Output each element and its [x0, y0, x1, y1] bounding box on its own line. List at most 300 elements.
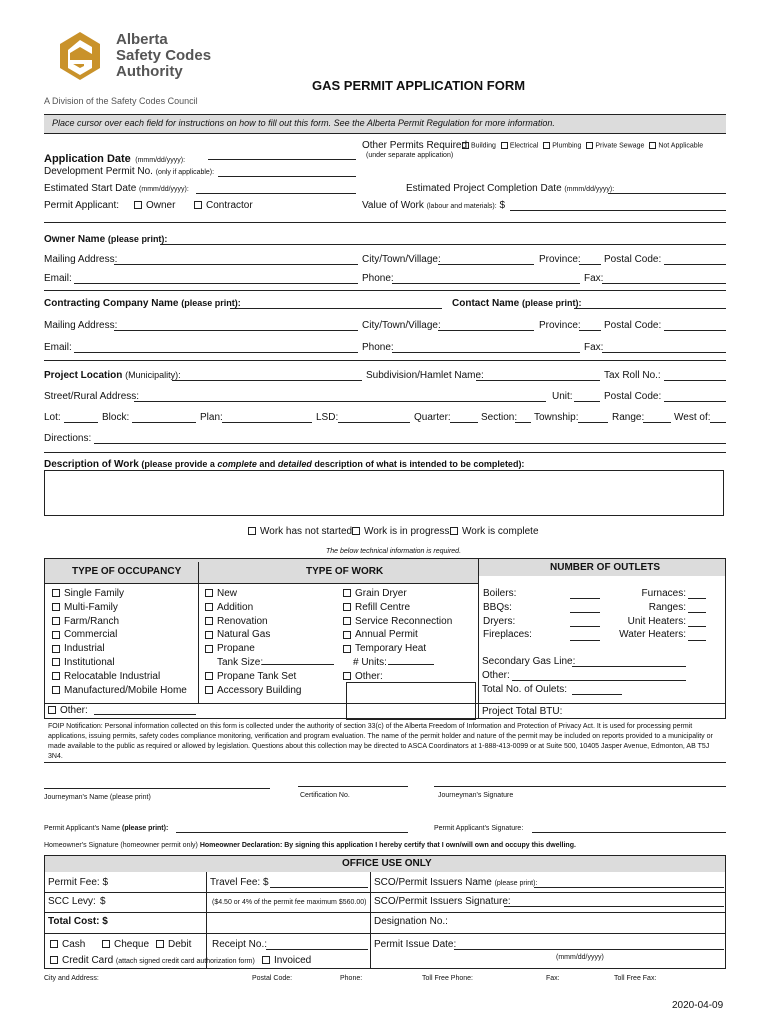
work-other-label: Other: [355, 670, 383, 682]
owner-email-label: Email: [44, 273, 72, 284]
footer-tollfree-fax: Toll Free Fax: [614, 975, 657, 982]
value-note: (labour and materials): [426, 203, 497, 210]
cheque-checkbox[interactable] [102, 940, 110, 948]
contractor-province-label: Province: [539, 320, 581, 331]
footer-fax: Fax: [546, 975, 560, 982]
footer-postal: Postal Code: [252, 975, 293, 982]
org-line-2: Safety Codes [116, 47, 212, 64]
electrical-label: Electrical [509, 142, 539, 150]
work-checkbox[interactable] [343, 589, 351, 597]
occupancy-label: Relocatable Industrial [64, 670, 161, 682]
work-item[interactable] [205, 628, 301, 642]
work-item[interactable] [343, 642, 452, 656]
work-item[interactable] [205, 684, 301, 698]
outlets-other-field[interactable] [512, 680, 686, 681]
plan-field[interactable] [222, 422, 312, 423]
cash-checkbox[interactable] [50, 940, 58, 948]
outlet-field[interactable] [570, 612, 600, 613]
scc-levy-dollar: $ [100, 896, 106, 907]
outlet-field[interactable] [688, 598, 706, 599]
work-checkbox[interactable] [343, 617, 351, 625]
in-progress-checkbox[interactable] [352, 527, 360, 535]
owner-option-label: Owner [146, 200, 176, 211]
completion-date-field[interactable] [608, 193, 726, 194]
sco-name-row [374, 877, 537, 888]
owner-fax-field[interactable] [602, 283, 726, 284]
office-row-line [44, 912, 726, 913]
work-label: Propane [217, 643, 255, 655]
contractor-postal-label: Postal Code: [604, 320, 662, 331]
occupancy-item[interactable] [52, 642, 187, 656]
section-label: Section: [481, 412, 518, 423]
journeyman-name-label: Journeyman's Name (please print) [44, 794, 151, 801]
quarter-field[interactable] [450, 422, 478, 423]
contractor-province-field[interactable] [579, 330, 601, 331]
building-label: Building [471, 142, 496, 150]
occupancy-label: Multi-Family [64, 601, 118, 613]
township-field[interactable] [578, 422, 608, 423]
description-textarea[interactable] [44, 470, 724, 516]
complete-checkbox[interactable] [450, 527, 458, 535]
occupancy-checkbox[interactable] [52, 672, 60, 680]
block-label: Block: [102, 412, 130, 423]
outlet-label: Boilers: [483, 588, 517, 599]
outlet-label: Fireplaces: [483, 629, 532, 641]
outlet-field[interactable] [570, 640, 600, 641]
occupancy-checkbox[interactable] [52, 603, 60, 611]
outlet-label: Ranges: [648, 601, 686, 613]
divider [44, 360, 726, 361]
work-checkbox[interactable] [205, 603, 213, 611]
description-note-d: detailed [277, 459, 312, 469]
outlet-label: BBQs: [483, 601, 512, 613]
credit-option[interactable] [50, 955, 255, 966]
occupancy-other[interactable] [48, 705, 88, 716]
owner-city-field[interactable] [438, 264, 534, 265]
table-col-line [198, 562, 199, 703]
contractor-mailing-field[interactable] [114, 330, 358, 331]
work-checkbox[interactable] [205, 672, 213, 680]
work-item[interactable] [205, 615, 301, 629]
debit-label: Debit [168, 939, 192, 950]
work-label: Renovation [217, 615, 268, 627]
occupancy-other-checkbox[interactable] [48, 706, 56, 714]
contractor-email-field[interactable] [74, 352, 358, 353]
levy-note: ($4.50 or 4% of the permit fee maximum $560.00) [212, 899, 367, 906]
designation-label: Designation No.: [374, 916, 448, 927]
total-outlets-label: Total No. of Oulets: [482, 684, 568, 695]
homeowner-row [44, 842, 576, 849]
work-item[interactable] [343, 628, 452, 642]
start-date-row [44, 183, 189, 194]
contractor-city-field[interactable] [438, 330, 534, 331]
work-label: New [217, 588, 238, 599]
work-other-field[interactable] [346, 682, 476, 720]
receipt-field[interactable] [266, 949, 368, 950]
occupancy-label: Commercial [64, 629, 118, 641]
application-date-field[interactable] [208, 159, 356, 160]
directions-label: Directions: [44, 433, 92, 444]
work-item[interactable] [343, 615, 452, 629]
project-location-label: Project Location [44, 370, 123, 381]
contractor-name-field[interactable] [230, 308, 442, 309]
contractor-option-label: Contractor [206, 200, 253, 211]
section-field[interactable] [515, 422, 531, 423]
outlet-field[interactable] [570, 626, 600, 627]
west-of-label: West of: [674, 412, 711, 423]
occupancy-item[interactable] [52, 670, 187, 684]
owner-postal-label: Postal Code: [604, 254, 662, 265]
block-field[interactable] [132, 422, 196, 423]
status-in-progress[interactable] [352, 526, 449, 537]
value-of-work-row [362, 200, 505, 211]
issue-date-format: (mmm/dd/yyyy) [556, 954, 604, 961]
logo-mark-icon [56, 30, 104, 86]
owner-province-label: Province: [539, 254, 581, 265]
range-label: Range: [612, 412, 645, 423]
project-location-note: (Municipality): [125, 370, 181, 380]
application-date-label: Application Date [44, 153, 131, 165]
not-applicable-checkbox[interactable] [649, 142, 656, 149]
plan-label: Plan: [200, 412, 223, 423]
foip-notice: FOIP Notification: Personal information collected on this form is collected under the authority of section 33(c) of the Alberta Freedom of Information and Protection of Privacy Act. It is used for processing permit applications, issuing permits, safety codes compliance monitoring, verification and program evaluation. The name of the permit holder and nature of the permit may be included on reports provided to a municipality or made available to the public as required or allowed by legislation. Questions about this collection may be directed to ASCA Coordinators at 1-888-413-0099 or at Suite 500, 10405 Jasper Avenue, Edmonton, AB T5J 3N4. [48, 723, 713, 760]
work-item[interactable] [343, 587, 452, 601]
description-note-c: and [256, 459, 278, 469]
electrical-checkbox[interactable] [501, 142, 508, 149]
owner-city-label: City/Town/Village: [362, 254, 441, 265]
divider [44, 452, 726, 453]
street-label: Street/Rural Address: [44, 391, 140, 402]
work-label: Grain Dryer [355, 588, 407, 599]
journeyman-name-field[interactable] [44, 788, 270, 789]
work-col1 [205, 587, 301, 697]
permit-fee-label: Permit Fee: $ [48, 877, 109, 888]
description-label: Description of Work [44, 459, 139, 470]
lsd-field[interactable] [338, 422, 410, 423]
contractor-city-label: City/Town/Village: [362, 320, 441, 331]
owner-mailing-field[interactable] [114, 264, 358, 265]
table-header-line [44, 583, 478, 584]
table-top-line [44, 558, 726, 559]
dev-permit-field[interactable] [218, 176, 356, 177]
unit-label: Unit: [552, 391, 573, 402]
occupancy-checkbox[interactable] [52, 617, 60, 625]
homeowner-declaration: Homeowner Declaration: By signing this application I hereby certify that I own/will own and occupy this dwelling. [199, 842, 576, 849]
contractor-option[interactable] [194, 200, 253, 211]
start-date-field[interactable] [196, 193, 356, 194]
occupancy-label: Industrial [64, 643, 105, 655]
invoiced-label: Invoiced [274, 955, 312, 966]
work-checkbox[interactable] [205, 631, 213, 639]
division-text: A Division of the Safety Codes Council [44, 96, 198, 106]
start-date-note: (mmm/dd/yyyy): [139, 186, 189, 193]
plumbing-label: Plumbing [552, 142, 582, 150]
applicant-signature-field[interactable] [532, 832, 726, 833]
outlet-field[interactable] [570, 598, 600, 599]
applicant-signature-label: Permit Applicant's Signature: [434, 825, 524, 832]
units-label: # Units: [353, 656, 387, 668]
owner-name-note: (please print): [107, 234, 168, 244]
work-checkbox[interactable] [205, 686, 213, 694]
form-version: 2020-04-09 [672, 1000, 724, 1011]
description-label-row [44, 459, 524, 470]
secondary-gas-label: Secondary Gas Line: [482, 656, 576, 667]
in-progress-label: Work is in progress [364, 526, 450, 537]
lot-label: Lot: [44, 412, 61, 423]
dev-permit-row [44, 166, 214, 177]
travel-fee-label: Travel Fee: $ [210, 877, 269, 888]
contractor-fax-field[interactable] [602, 352, 726, 353]
tax-roll-label: Tax Roll No.: [604, 370, 661, 381]
project-postal-label: Postal Code: [604, 391, 662, 402]
work-item[interactable] [205, 601, 301, 615]
work-label: Temporary Heat [355, 643, 427, 655]
occupancy-checkbox[interactable] [52, 658, 60, 666]
dev-permit-note: (only if applicable): [155, 169, 215, 176]
not-started-label: Work has not started [260, 526, 353, 537]
range-field[interactable] [643, 422, 671, 423]
occupancy-checkbox[interactable] [52, 645, 60, 653]
debit-checkbox[interactable] [156, 940, 164, 948]
description-note-e: description of what is intended to be completed): [311, 459, 525, 469]
outlet-label: Unit Heaters: [627, 615, 686, 627]
debit-option[interactable] [156, 939, 191, 950]
footer-tollfree-phone: Toll Free Phone: [422, 975, 473, 982]
tank-size-field[interactable] [262, 664, 334, 665]
owner-phone-label: Phone: [362, 273, 394, 284]
contractor-phone-field[interactable] [392, 352, 580, 353]
credit-note: (attach signed credit card authorization form) [115, 958, 255, 965]
work-checkbox[interactable] [343, 631, 351, 639]
footer-phone: Phone: [340, 975, 363, 982]
work-label: Natural Gas [217, 629, 271, 641]
occupancy-header: TYPE OF OCCUPANCY [72, 566, 182, 577]
status-not-started[interactable] [248, 526, 352, 537]
issue-date-label: Permit Issue Date: [374, 939, 457, 950]
owner-name-label: Owner Name [44, 234, 106, 245]
units-field[interactable] [388, 664, 434, 665]
outlets-left [483, 587, 532, 642]
sco-name-note: (please print): [494, 880, 538, 887]
credit-checkbox[interactable] [50, 956, 58, 964]
application-date-format: (mmm/dd/yyyy): [135, 157, 186, 164]
lot-field[interactable] [64, 422, 98, 423]
contact-name-row [452, 298, 582, 309]
work-label: Refill Centre [355, 601, 411, 613]
private-sewage-label: Private Sewage [595, 142, 645, 150]
divider [44, 762, 726, 763]
permit-options [462, 142, 703, 149]
outlet-label: Water Heaters: [619, 629, 686, 641]
street-field[interactable] [134, 401, 546, 402]
directions-field[interactable] [94, 443, 726, 444]
status-complete[interactable] [450, 526, 539, 537]
work-label: Service Reconnection [355, 615, 453, 627]
receipt-label: Receipt No.: [212, 939, 268, 950]
dev-permit-label: Development Permit No. [44, 166, 153, 177]
invoiced-checkbox[interactable] [262, 956, 270, 964]
occupancy-item[interactable] [52, 601, 187, 615]
occupancy-item[interactable] [52, 615, 187, 629]
applicant-name-row [44, 825, 168, 832]
completion-date-label: Estimated Project Completion Date [406, 183, 562, 194]
work-checkbox[interactable] [205, 645, 213, 653]
occupancy-item[interactable] [52, 587, 187, 601]
work-checkbox[interactable] [343, 645, 351, 653]
contractor-email-label: Email: [44, 342, 72, 353]
contractor-postal-field[interactable] [664, 330, 726, 331]
other-permits-label: Other Permits Required: [362, 140, 470, 151]
work-label: Addition [217, 601, 254, 613]
asca-logo [56, 30, 104, 86]
occupancy-checkbox[interactable] [52, 589, 60, 597]
work-label: Propane Tank Set [217, 670, 297, 682]
tax-roll-field[interactable] [664, 380, 726, 381]
occupancy-item[interactable] [52, 684, 187, 698]
contractor-name-note: (please print): [181, 298, 241, 308]
table-col-line [478, 558, 479, 718]
work-checkbox[interactable] [205, 589, 213, 597]
owner-email-field[interactable] [74, 283, 358, 284]
owner-option[interactable] [134, 200, 175, 211]
outlet-field[interactable] [688, 626, 706, 627]
issue-date-field[interactable] [454, 949, 724, 950]
tech-note: The below technical information is required. [326, 548, 462, 555]
outlets-header: NUMBER OF OUTLETS [550, 562, 660, 573]
private-sewage-checkbox[interactable] [586, 142, 593, 149]
sco-signature-label: SCO/Permit Issuers Signature: [374, 896, 511, 907]
sco-signature-field[interactable] [504, 906, 724, 907]
work-item[interactable] [205, 670, 301, 684]
project-location-field[interactable] [172, 380, 362, 381]
credit-label: Credit Card [62, 955, 114, 966]
work-col2 [343, 587, 452, 684]
unit-field[interactable] [574, 401, 600, 402]
owner-fax-label: Fax: [584, 273, 604, 284]
footer-city: City and Address: [44, 975, 99, 982]
secondary-gas-field[interactable] [572, 666, 686, 667]
sco-name-label: SCO/Permit Issuers Name [374, 877, 492, 888]
invoiced-option[interactable] [262, 955, 311, 966]
occupancy-label: Institutional [64, 656, 115, 668]
work-item[interactable] [343, 601, 452, 615]
description-note-b: complete [217, 459, 257, 469]
contractor-fax-label: Fax: [584, 342, 604, 353]
project-postal-field[interactable] [664, 401, 726, 402]
subdivision-field[interactable] [476, 380, 600, 381]
contact-name-note: (please print): [522, 298, 582, 308]
applicant-name-label: Permit Applicant's Name [44, 825, 121, 832]
work-label: Annual Permit [355, 629, 418, 641]
complete-label: Work is complete [462, 526, 539, 537]
journeyman-signature-field[interactable] [434, 786, 726, 787]
completion-date-row [406, 183, 614, 194]
occupancy-checkbox[interactable] [52, 631, 60, 639]
table-left-line [44, 558, 45, 718]
application-date-row [44, 149, 185, 167]
project-location-row [44, 370, 181, 381]
contractor-checkbox[interactable] [194, 201, 202, 209]
owner-checkbox[interactable] [134, 201, 142, 209]
outlet-label: Dryers: [483, 615, 516, 627]
occupancy-other-label: Other: [60, 705, 88, 716]
btu-label: Project Total BTU: [482, 706, 563, 717]
occupancy-item[interactable] [52, 628, 187, 642]
owner-postal-field[interactable] [664, 264, 726, 265]
outlets-right [608, 587, 686, 642]
cash-option[interactable] [50, 939, 85, 950]
outlet-field[interactable] [688, 640, 706, 641]
travel-fee-field[interactable] [270, 887, 368, 888]
office-row-line [44, 892, 726, 893]
work-header: TYPE OF WORK [306, 566, 384, 577]
cheque-option[interactable] [102, 939, 149, 950]
work-other-checkbox[interactable] [343, 672, 351, 680]
work-item[interactable] [205, 642, 301, 656]
work-label: Accessory Building [217, 684, 302, 696]
value-label: Value of Work [362, 200, 424, 211]
journeyman-signature-label: Journeyman's Signature [438, 792, 514, 799]
value-dollar: $ [499, 200, 506, 211]
cert-no-field[interactable] [298, 786, 408, 787]
total-outlets-field[interactable] [572, 694, 622, 695]
owner-province-field[interactable] [579, 264, 601, 265]
contractor-phone-label: Phone: [362, 342, 394, 353]
contact-name-field[interactable] [574, 308, 726, 309]
permit-applicant-label: Permit Applicant: [44, 200, 120, 211]
cert-no-label: Certification No. [300, 792, 350, 799]
contractor-name-row [44, 298, 241, 309]
not-started-checkbox[interactable] [248, 527, 256, 535]
form-title: GAS PERMIT APPLICATION FORM [312, 78, 526, 93]
west-of-field[interactable] [710, 422, 726, 423]
office-header: OFFICE USE ONLY [342, 858, 432, 869]
org-name [116, 32, 211, 80]
sco-name-field[interactable] [534, 887, 724, 888]
owner-phone-field[interactable] [392, 283, 580, 284]
occupancy-item[interactable] [52, 656, 187, 670]
building-checkbox[interactable] [462, 142, 469, 149]
occupancy-label: Manufactured/Mobile Home [64, 684, 187, 696]
occupancy-checkbox[interactable] [52, 686, 60, 694]
applicant-name-field[interactable] [176, 832, 408, 833]
cash-label: Cash [62, 939, 86, 950]
work-item[interactable] [205, 587, 301, 601]
value-field[interactable] [510, 210, 726, 211]
divider [44, 290, 726, 291]
contractor-name-label: Contracting Company Name [44, 298, 179, 309]
office-col-line [370, 872, 371, 968]
outlet-field[interactable] [688, 612, 706, 613]
start-date-label: Estimated Start Date [44, 183, 137, 194]
plumbing-checkbox[interactable] [543, 142, 550, 149]
owner-mailing-label: Mailing Address: [44, 254, 118, 265]
under-separate-note: (under separate application) [366, 152, 454, 159]
not-applicable-label: Not Applicable [658, 142, 704, 150]
table-right-line [725, 558, 726, 718]
applicant-name-note: (please print): [122, 825, 169, 832]
completion-date-note: (mmm/dd/yyyy): [564, 186, 615, 193]
instruction-text: Place cursor over each field for instructions on how to fill out this form. See the Alberta Permit Regulation for more information. [52, 118, 555, 128]
org-line-3: Authority [116, 63, 183, 80]
occupancy-other-field[interactable] [94, 714, 196, 715]
owner-name-field[interactable] [160, 244, 726, 245]
work-checkbox[interactable] [205, 617, 213, 625]
work-checkbox[interactable] [343, 603, 351, 611]
outlet-label: Furnaces: [641, 588, 686, 599]
total-cost-label: Total Cost: $ [48, 916, 108, 927]
scc-levy-label: SCC Levy: [48, 896, 96, 907]
